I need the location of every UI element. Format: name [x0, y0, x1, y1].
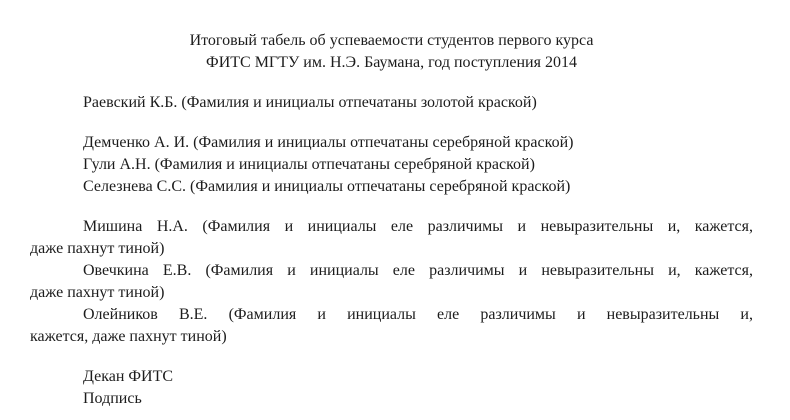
- footer-signature-line: Подпись: [83, 390, 142, 407]
- blank-line: [30, 348, 753, 366]
- student-entry-mishina-line-2: даже пахнут тиной): [30, 240, 165, 257]
- blank-line: [30, 114, 753, 132]
- blank-line: [30, 74, 753, 92]
- student-entry-mishina-line-1: Мишина Н.А. (Фамилия и инициалы еле различимы и невыразительны и, кажется,: [83, 218, 753, 235]
- blank-line: [30, 198, 753, 216]
- student-entry-raevsky: Раевский К.Б. (Фамилия и инициалы отпечатаны золотой краской): [83, 94, 537, 111]
- student-entry-selezneva: Селезнева С.С. (Фамилия и инициалы отпечатаны серебряной краской): [83, 178, 571, 195]
- student-entry-ovechkina-line-1: Овечкина Е.В. (Фамилия и инициалы еле различимы и невыразительны и, кажется,: [83, 262, 753, 279]
- document-title-line-1: Итоговый табель об успеваемости студентов первого курса: [189, 32, 594, 49]
- document-title-line-2: ФИТС МГТУ им. Н.Э. Баумана, год поступления 2014: [206, 54, 577, 71]
- student-entry-guli: Гули А.Н. (Фамилия и инициалы отпечатаны серебряной краской): [83, 156, 535, 173]
- student-entry-demchenko: Демченко А. И. (Фамилия и инициалы отпечатаны серебряной краской): [83, 134, 574, 151]
- footer-dean-line: Декан ФИТС: [83, 368, 174, 385]
- student-entry-oleynikov-line-2: кажется, даже пахнут тиной): [30, 328, 227, 345]
- document-body: [30, 30, 753, 410]
- student-entry-ovechkina-line-2: даже пахнут тиной): [30, 284, 165, 301]
- student-entry-oleynikov-line-1: Олейников В.Е. (Фамилия и инициалы еле различимы и невыразительны и,: [83, 306, 753, 323]
